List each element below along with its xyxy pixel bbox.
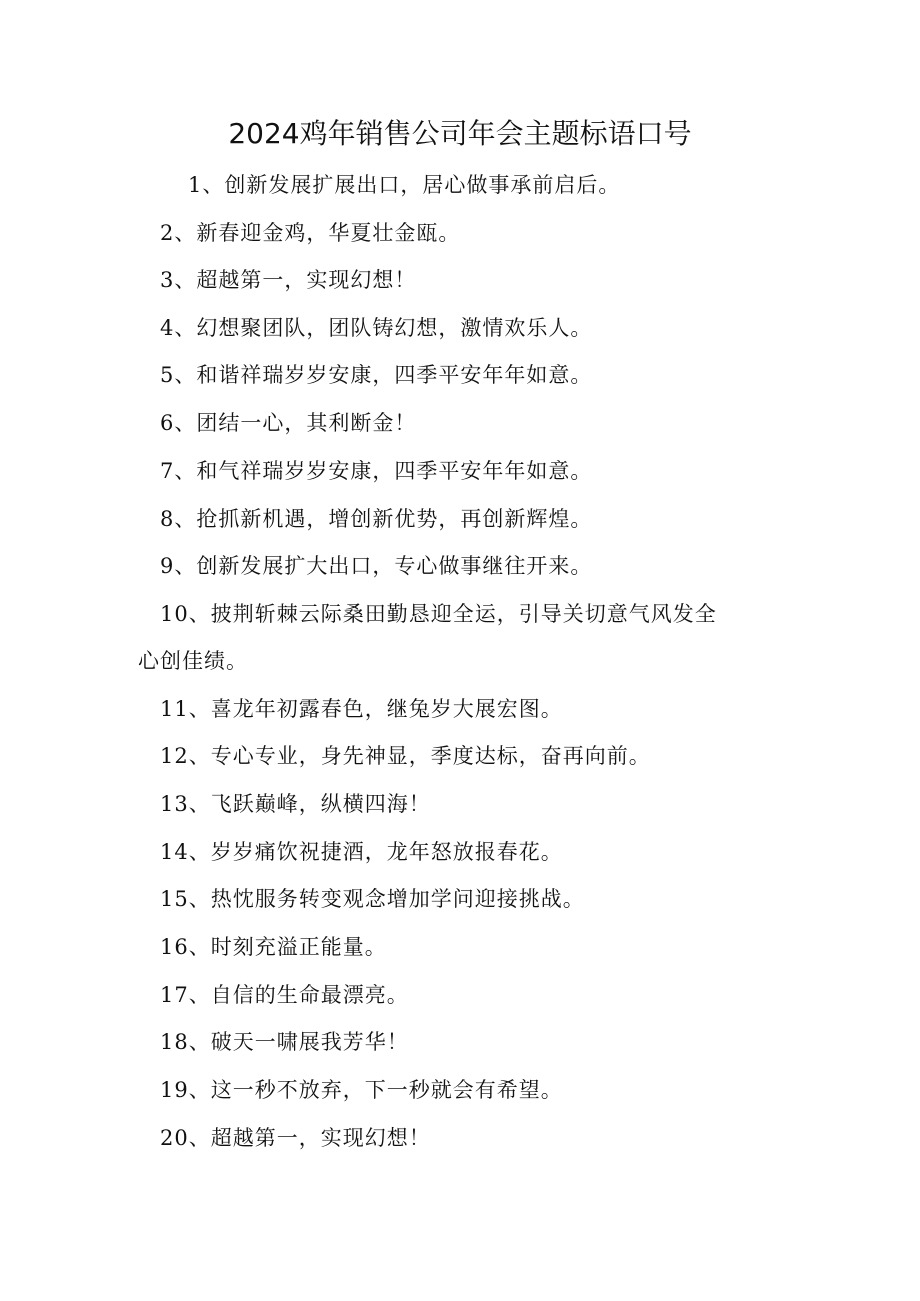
slogan-line: 14、岁岁痛饮祝捷酒，龙年怒放报春花。 — [160, 840, 563, 864]
slogan-line: 18、破天一啸展我芳华！ — [160, 1030, 409, 1054]
slogan-line: 11、喜龙年初露春色，继兔岁大展宏图。 — [160, 697, 563, 721]
slogan-line: 16、时刻充溢正能量。 — [160, 935, 387, 959]
slogan-line: 19、这一秒不放弃，下一秒就会有希望。 — [160, 1078, 563, 1102]
slogan-line: 7、和气祥瑞岁岁安康，四季平安年年如意。 — [160, 459, 593, 483]
slogan-line: 6、团结一心，其利断金！ — [160, 411, 417, 435]
slogan-line: 2、新春迎金鸡，华夏壮金瓯。 — [160, 221, 461, 245]
slogan-line: 8、抢抓新机遇，增创新优势，再创新辉煌。 — [160, 507, 593, 531]
slogan-line: 10、披荆斩棘云际桑田勤恳迎全运，引导关切意气风发全 — [160, 602, 717, 626]
slogan-line: 5、和谐祥瑞岁岁安康，四季平安年年如意。 — [160, 363, 593, 387]
document-title: 2024鸡年销售公司年会主题标语口号 — [228, 117, 692, 150]
slogan-line: 4、幻想聚团队，团队铸幻想，激情欢乐人。 — [160, 316, 593, 340]
slogan-line: 1、创新发展扩展出口，居心做事承前启后。 — [188, 173, 621, 197]
slogan-line: 9、创新发展扩大出口，专心做事继往开来。 — [160, 554, 593, 578]
slogan-line: 13、飞跃巅峰，纵横四海！ — [160, 792, 431, 816]
slogan-line-continuation: 心创佳绩。 — [138, 649, 248, 673]
slogan-line: 17、自信的生命最漂亮。 — [160, 983, 409, 1007]
slogan-line: 3、超越第一，实现幻想！ — [160, 268, 417, 292]
slogan-line: 20、超越第一，实现幻想！ — [160, 1126, 431, 1150]
slogan-line: 15、热忱服务转变观念增加学问迎接挑战。 — [160, 887, 585, 911]
slogan-line: 12、专心专业，身先神显，季度达标，奋再向前。 — [160, 744, 651, 768]
